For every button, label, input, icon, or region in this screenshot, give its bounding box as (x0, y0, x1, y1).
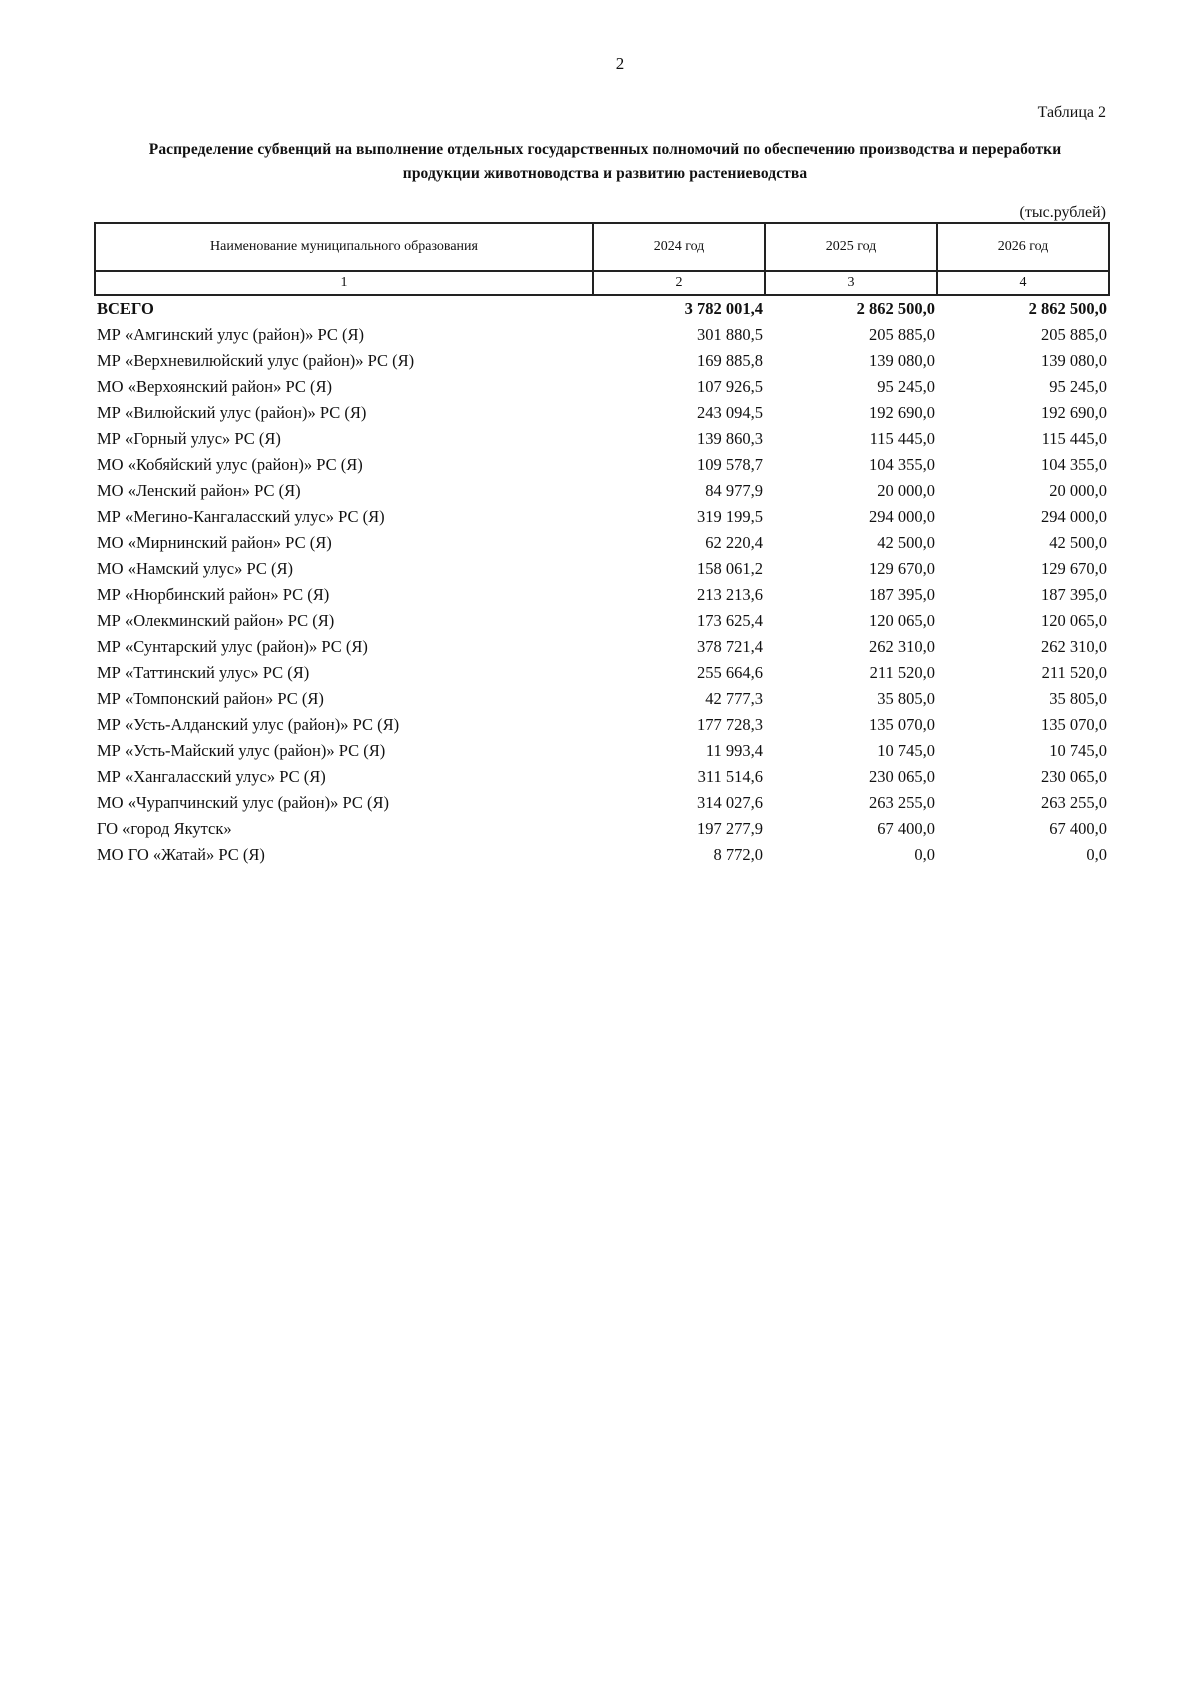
municipality-name: МО «Верхоянский район» РС (Я) (97, 377, 333, 396)
value-2026: 95 245,0 (1049, 377, 1107, 396)
total-row (95, 295, 1109, 322)
value-2025: 192 690,0 (869, 403, 935, 422)
value-2026: 20 000,0 (1049, 481, 1107, 500)
value-2025: 187 395,0 (869, 585, 935, 604)
value-2024: 319 199,5 (697, 507, 763, 526)
municipality-name: МР «Таттинский улус» РС (Я) (97, 663, 310, 682)
table-row (95, 504, 1109, 530)
subvention-table (94, 222, 1110, 868)
total-label: ВСЕГО (97, 299, 154, 318)
value-2024: 84 977,9 (705, 481, 763, 500)
value-2026: 135 070,0 (1041, 715, 1107, 734)
value-2025: 104 355,0 (869, 455, 935, 474)
value-2025: 262 310,0 (869, 637, 935, 656)
value-2024: 213 213,6 (697, 585, 763, 604)
value-2026: 10 745,0 (1049, 741, 1107, 760)
table-row (95, 790, 1109, 816)
value-2026: 115 445,0 (1041, 429, 1107, 448)
value-2026: 129 670,0 (1041, 559, 1107, 578)
value-2025: 263 255,0 (869, 793, 935, 812)
municipality-name: МР «Усть-Алданский улус (район)» РС (Я) (97, 715, 400, 734)
value-2026: 262 310,0 (1041, 637, 1107, 656)
municipality-name: МО «Мирнинский район» РС (Я) (97, 533, 332, 552)
value-2026: 139 080,0 (1041, 351, 1107, 370)
value-2024: 173 625,4 (697, 611, 763, 630)
value-2026: 263 255,0 (1041, 793, 1107, 812)
value-2024: 139 860,3 (697, 429, 763, 448)
value-2026: 0,0 (1086, 845, 1107, 864)
table-row (95, 426, 1109, 452)
value-2025: 67 400,0 (877, 819, 935, 838)
value-2024: 314 027,6 (697, 793, 763, 812)
value-2026: 192 690,0 (1041, 403, 1107, 422)
value-2024: 311 514,6 (697, 767, 763, 786)
table-row (95, 556, 1109, 582)
total-2025: 2 862 500,0 (856, 299, 935, 318)
value-2025: 294 000,0 (869, 507, 935, 526)
value-2026: 42 500,0 (1049, 533, 1107, 552)
table-label: Таблица 2 (1037, 104, 1106, 121)
municipality-name: МР «Томпонский район» РС (Я) (97, 689, 324, 708)
page-number: 2 (615, 54, 625, 73)
value-2025: 35 805,0 (877, 689, 935, 708)
value-2024: 243 094,5 (697, 403, 763, 422)
table-row (95, 842, 1109, 868)
total-2024: 3 782 001,4 (684, 299, 763, 318)
table-row (95, 634, 1109, 660)
column-number: 4 (937, 271, 1109, 295)
total-2026: 2 862 500,0 (1028, 299, 1107, 318)
municipality-name: МР «Амгинский улус (район)» РС (Я) (97, 325, 364, 344)
value-2024: 62 220,4 (705, 533, 763, 552)
municipality-name: МО «Кобяйский улус (район)» РС (Я) (97, 455, 363, 474)
value-2026: 67 400,0 (1049, 819, 1107, 838)
table-header-row (95, 223, 1109, 271)
value-2025: 139 080,0 (869, 351, 935, 370)
value-2025: 95 245,0 (877, 377, 935, 396)
municipality-name: МР «Мегино-Кангаласский улус» РС (Я) (97, 507, 385, 526)
header-2025: 2025 год (765, 223, 937, 271)
value-2024: 301 880,5 (697, 325, 763, 344)
value-2025: 211 520,0 (869, 663, 935, 682)
value-2024: 378 721,4 (697, 637, 763, 656)
value-2024: 107 926,5 (697, 377, 763, 396)
municipality-name: МР «Олекминский район» РС (Я) (97, 611, 335, 630)
document-title: Распределение субвенций на выполнение отдельных государственных полномочий по обеспечению производства и переработки продукции животноводства и развитию растениеводства (148, 141, 1062, 182)
column-number: 1 (95, 271, 593, 295)
value-2024: 42 777,3 (705, 689, 763, 708)
value-2026: 294 000,0 (1041, 507, 1107, 526)
municipality-name: МР «Сунтарский улус (район)» РС (Я) (97, 637, 368, 656)
table-row (95, 452, 1109, 478)
table-row (95, 322, 1109, 348)
value-2024: 158 061,2 (697, 559, 763, 578)
value-2025: 42 500,0 (877, 533, 935, 552)
value-2024: 177 728,3 (697, 715, 763, 734)
table-row (95, 738, 1109, 764)
value-2025: 10 745,0 (877, 741, 935, 760)
header-2024: 2024 год (593, 223, 765, 271)
municipality-name: ГО «город Якутск» (97, 819, 232, 838)
table-row (95, 686, 1109, 712)
municipality-name: МР «Верхневилюйский улус (район)» РС (Я) (97, 351, 415, 370)
value-2025: 20 000,0 (877, 481, 935, 500)
value-2024: 11 993,4 (705, 741, 763, 760)
value-2026: 120 065,0 (1041, 611, 1107, 630)
municipality-name: МР «Горный улус» РС (Я) (97, 429, 281, 448)
table-row (95, 608, 1109, 634)
value-2025: 135 070,0 (869, 715, 935, 734)
table-row (95, 764, 1109, 790)
municipality-name: МО «Намский улус» РС (Я) (97, 559, 293, 578)
municipality-name: МР «Усть-Майский улус (район)» РС (Я) (97, 741, 386, 760)
value-2026: 211 520,0 (1041, 663, 1107, 682)
table-row (95, 530, 1109, 556)
table-row (95, 478, 1109, 504)
value-2024: 8 772,0 (713, 845, 763, 864)
municipality-name: МО «Ленский район» РС (Я) (97, 481, 301, 500)
municipality-name: МР «Вилюйский улус (район)» РС (Я) (97, 403, 367, 422)
value-2026: 205 885,0 (1041, 325, 1107, 344)
municipality-name: МО ГО «Жатай» РС (Я) (97, 845, 265, 864)
table-row (95, 374, 1109, 400)
value-2024: 197 277,9 (697, 819, 763, 838)
value-2025: 120 065,0 (869, 611, 935, 630)
column-number: 2 (593, 271, 765, 295)
value-2026: 35 805,0 (1049, 689, 1107, 708)
value-2025: 0,0 (914, 845, 935, 864)
municipality-name: МО «Чурапчинский улус (район)» РС (Я) (97, 793, 390, 812)
value-2025: 230 065,0 (869, 767, 935, 786)
table-row (95, 816, 1109, 842)
table-row (95, 582, 1109, 608)
unit-label: (тыс.рублей) (1019, 204, 1106, 221)
table-row (95, 712, 1109, 738)
value-2024: 169 885,8 (697, 351, 763, 370)
value-2024: 255 664,6 (697, 663, 763, 682)
header-2026: 2026 год (937, 223, 1109, 271)
header-municipality: Наименование муниципального образования (95, 223, 593, 271)
value-2026: 187 395,0 (1041, 585, 1107, 604)
table-row (95, 660, 1109, 686)
municipality-name: МР «Хангаласский улус» РС (Я) (97, 767, 326, 786)
column-number-row (95, 271, 1109, 295)
value-2025: 129 670,0 (869, 559, 935, 578)
table-row (95, 348, 1109, 374)
column-number: 3 (765, 271, 937, 295)
municipality-name: МР «Нюрбинский район» РС (Я) (97, 585, 330, 604)
table-row (95, 400, 1109, 426)
value-2025: 205 885,0 (869, 325, 935, 344)
value-2026: 104 355,0 (1041, 455, 1107, 474)
value-2024: 109 578,7 (697, 455, 763, 474)
value-2026: 230 065,0 (1041, 767, 1107, 786)
value-2025: 115 445,0 (869, 429, 935, 448)
